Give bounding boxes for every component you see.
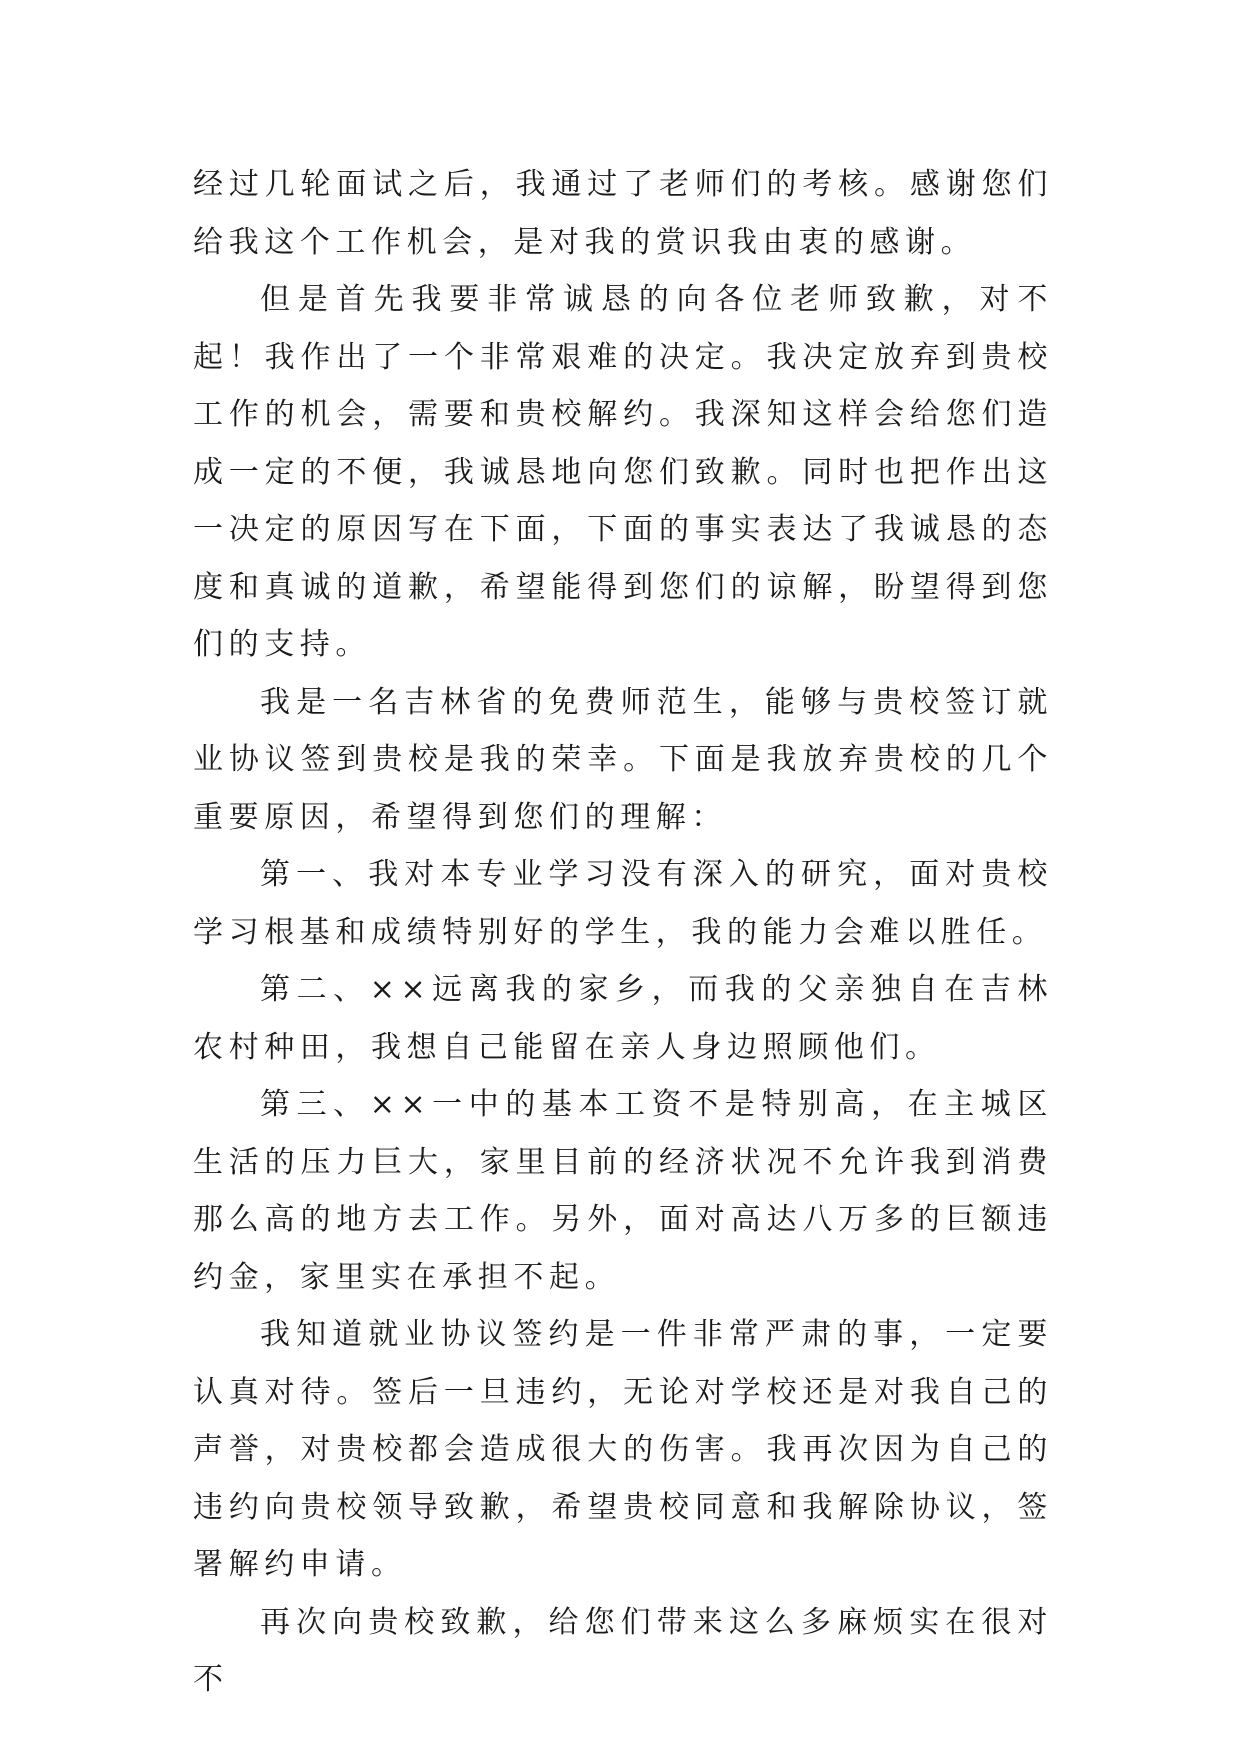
paragraph-3: 我是一名吉林省的免费师范生，能够与贵校签订就业协议签到贵校是我的荣幸。下面是我放弃贵校的几个重要原因，希望得到您们的理解： [193,684,1053,835]
paragraph-1: 经过几轮面试之后，我通过了老师们的考核。感谢您们给我这个工作机会，是对我的赏识我由衷的感谢。 [193,167,1053,260]
paragraph-6: 第三、××一中的基本工资不是特别高，在主城区生活的压力巨大，家里目前的经济状况不允许我到消费那么高的地方去工作。另外，面对高达八万多的巨额违约金，家里实在承担不起。 [193,1087,1053,1295]
paragraph-4: 第一、我对本专业学习没有深入的研究，面对贵校学习根基和成绩特别好的学生，我的能力会难以胜任。 [193,857,1053,950]
document-body [193,156,1053,1709]
paragraph-2: 但是首先我要非常诚恳的向各位老师致歉，对不起！我作出了一个非常艰难的决定。我决定放弃到贵校工作的机会，需要和贵校解约。我深知这样会给您们造成一定的不便，我诚恳地向您们致歉。同时也把作出这一决定的原因写在下面，下面的事实表达了我诚恳的态度和真诚的道歉，希望能得到您们的谅解，盼望得到您们的支持。 [193,282,1053,662]
paragraph-7: 我知道就业协议签约是一件非常严肃的事，一定要认真对待。签后一旦违约，无论对学校还是对我自己的声誉，对贵校都会造成很大的伤害。我再次因为自己的违约向贵校领导致歉，希望贵校同意和我解除协议，签署解约申请。 [193,1317,1053,1582]
paragraph-5: 第二、××远离我的家乡，而我的父亲独自在吉林农村种田，我想自己能留在亲人身边照顾他们。 [193,972,1053,1065]
paragraph-8: 再次向贵校致歉，给您们带来这么多麻烦实在很对不 [193,1604,1053,1697]
